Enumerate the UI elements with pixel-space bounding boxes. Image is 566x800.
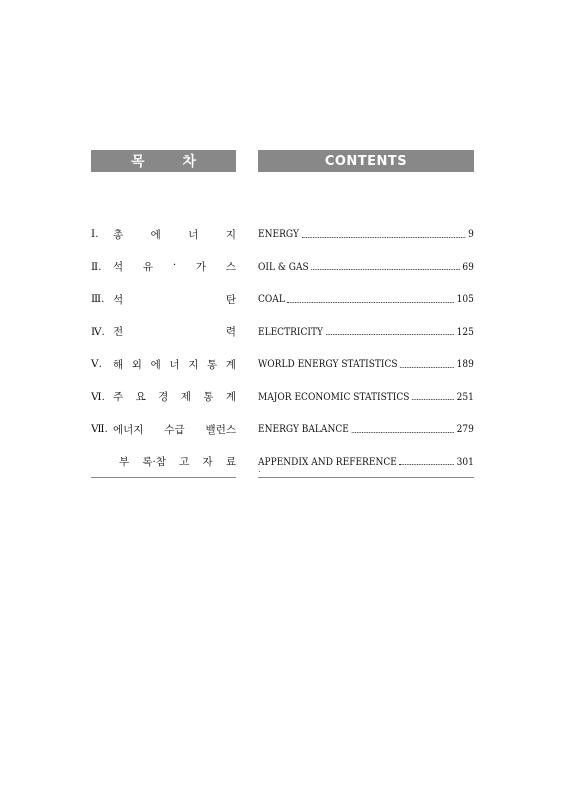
korean-toc-item[interactable] [91, 413, 236, 446]
dot-leader [399, 464, 454, 465]
english-toc-title: WORLD ENERGY STATISTICS [258, 358, 398, 371]
dot-leader [311, 269, 460, 270]
english-toc-item[interactable] [258, 283, 474, 316]
korean-contents-header: 목차 [91, 150, 236, 172]
korean-toc-item[interactable] [91, 316, 236, 349]
korean-toc-number: Ⅳ. [91, 325, 105, 338]
korean-toc-title-part: 너 [188, 228, 199, 241]
korean-toc-title-part: 너 [169, 358, 180, 371]
dot-leader [287, 302, 454, 303]
english-toc-item[interactable] [258, 251, 474, 284]
korean-toc-title-part: 석 [113, 261, 124, 274]
english-toc-page-number: 105 [456, 293, 474, 306]
english-toc-page-number: 189 [456, 358, 474, 371]
korean-toc-item[interactable] [91, 446, 236, 479]
english-toc-title: MAJOR ECONOMIC STATISTICS [258, 390, 410, 403]
english-toc-page-number: 251 [456, 390, 474, 403]
dot-leader [326, 334, 455, 335]
english-toc-title: OIL & GAS [258, 260, 309, 273]
english-toc-page-number: 9 [468, 228, 474, 241]
korean-toc-title-part: 지 [188, 358, 199, 371]
english-toc-list [258, 218, 474, 478]
english-toc-item[interactable] [258, 413, 474, 446]
english-toc-title: COAL [258, 293, 285, 306]
korean-toc-title-part: 통 [203, 391, 214, 404]
dot-leader [400, 367, 454, 368]
korean-toc-title-part: 에 [150, 228, 161, 241]
korean-toc-item[interactable] [91, 251, 236, 284]
english-toc-item[interactable] [258, 348, 474, 381]
korean-toc-item[interactable] [91, 218, 236, 251]
korean-toc-number: Ⅱ. [91, 260, 102, 273]
korean-toc-title-part: · [172, 259, 177, 272]
english-toc-page-number: 125 [456, 325, 474, 338]
korean-toc-title [113, 292, 236, 307]
dot-leader [301, 237, 465, 238]
english-toc-title: ELECTRICITY [258, 325, 323, 338]
korean-toc-title [113, 324, 236, 339]
english-contents-header: CONTENTS [258, 150, 474, 172]
korean-toc-title-part: 주 [113, 391, 124, 404]
korean-toc-title-part: 제 [180, 391, 191, 404]
korean-toc-item[interactable] [91, 348, 236, 381]
korean-toc-title-part: 스 [225, 261, 236, 274]
speck [259, 471, 260, 472]
korean-toc-number: Ⅰ. [91, 228, 99, 241]
korean-toc-title-part: 부 [119, 456, 130, 469]
korean-toc-title-part: 외 [131, 358, 142, 371]
korean-toc-title-part: 통 [206, 358, 218, 371]
korean-toc-title [113, 227, 236, 242]
korean-toc-title-part: 에 [150, 358, 161, 371]
korean-toc-title-part: 석 [113, 293, 124, 306]
korean-toc-list [91, 218, 236, 478]
korean-toc-title-part: 가 [195, 261, 207, 274]
english-toc-page-number: 279 [456, 423, 474, 436]
korean-toc-title-part: 해 [113, 358, 124, 371]
korean-toc-title-part: 계 [225, 391, 236, 404]
korean-toc-title-part: 밸런스 [205, 423, 236, 436]
korean-toc-title-part: 수급 [164, 423, 185, 436]
korean-toc-title-part: 총 [113, 228, 124, 241]
korean-toc-title-part: 고 [179, 456, 190, 469]
korean-toc-title-part: 지 [225, 228, 236, 241]
korean-toc-title [113, 422, 236, 437]
english-toc-page-number: 301 [456, 455, 474, 468]
english-toc-item[interactable] [258, 218, 474, 251]
korean-toc-item[interactable] [91, 381, 236, 414]
english-toc-item[interactable] [258, 316, 474, 349]
english-toc-title: ENERGY [258, 228, 299, 241]
korean-toc-title [113, 389, 236, 404]
korean-toc-title-part: 계 [225, 358, 236, 371]
english-toc-item[interactable] [258, 381, 474, 414]
korean-toc-title-part: 전 [113, 326, 124, 339]
korean-toc-title-part: 력 [225, 326, 236, 339]
korean-toc-title [113, 259, 236, 274]
korean-toc-title-part: 경 [158, 391, 169, 404]
korean-bottom-rule [91, 477, 236, 478]
korean-toc-title-part: 록·참 [142, 456, 166, 469]
korean-toc-number: Ⅵ. [91, 390, 105, 403]
korean-toc-title-part: 료 [225, 456, 236, 469]
korean-toc-title [113, 454, 236, 469]
korean-toc-title [113, 357, 236, 372]
english-bottom-rule [258, 477, 474, 478]
korean-toc-title-part: 탄 [225, 293, 236, 306]
korean-toc-title-part: 에너지 [113, 423, 144, 436]
english-toc-item[interactable] [258, 446, 474, 479]
korean-toc-title-part: 자 [202, 456, 213, 469]
english-toc-title: APPENDIX AND REFERENCE [258, 455, 397, 468]
korean-toc-number: Ⅴ. [91, 358, 102, 371]
english-toc-page-number: 69 [462, 260, 474, 273]
english-toc-title: ENERGY BALANCE [258, 423, 349, 436]
korean-toc-number: Ⅶ. [91, 423, 108, 436]
korean-toc-title-part: 요 [135, 391, 146, 404]
korean-toc-number: Ⅲ. [91, 293, 105, 306]
dot-leader [351, 432, 454, 433]
dot-leader [412, 399, 454, 400]
korean-toc-item[interactable] [91, 283, 236, 316]
korean-toc-title-part: 유 [142, 261, 154, 274]
